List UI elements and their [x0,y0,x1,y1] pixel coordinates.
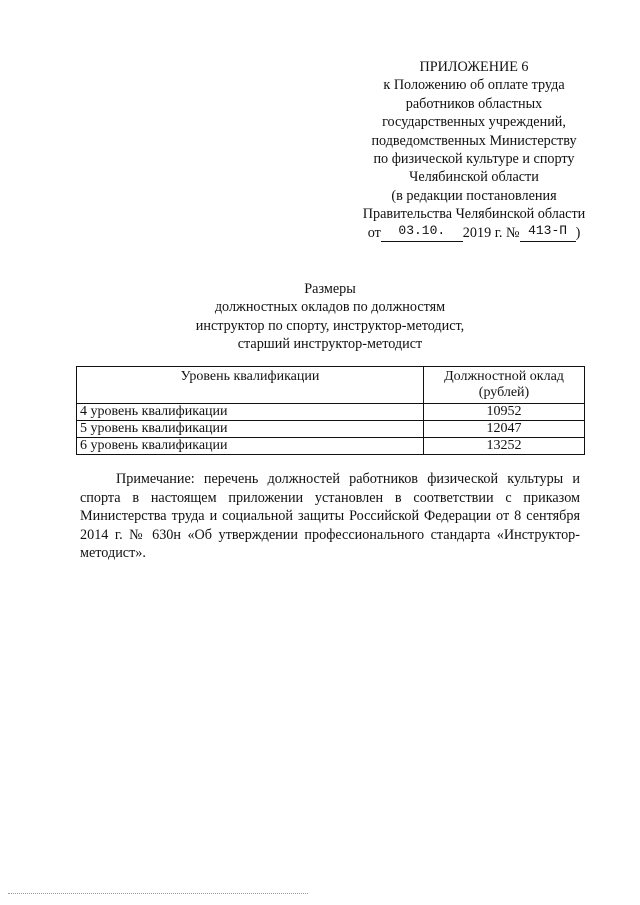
table-header-row [77,367,585,404]
level-cell: 4 уровень квалификации [77,404,424,421]
appendix-line: подведомственных Министерству [371,132,577,149]
closing-paren: ) [575,224,581,241]
scan-artifact-line [8,893,308,894]
number-blank [520,222,576,242]
column-header-salary: Должностной оклад (рублей) [424,367,585,404]
appendix-title: ПРИЛОЖЕНИЕ 6 [419,59,529,75]
appendix-header [330,58,618,242]
date-prefix: от [367,224,381,241]
appendix-line: по физической культуре и спорту [373,151,575,168]
appendix-line: Челябинской области [409,169,539,186]
level-cell: 6 уровень квалификации [77,438,424,455]
column-header-level: Уровень квалификации [77,367,424,404]
salary-cell: 13252 [424,438,585,455]
year-text: 2019 г. № [462,224,520,241]
level-cell: 5 уровень квалификации [77,421,424,438]
appendix-line: (в редакции постановления [391,187,557,204]
table-row [77,404,585,421]
note-text: Примечание: перечень должностей работников физической культуры и спорта в настоящем приложении установлен в соответствии с приказом Министерства труда и социальной защиты Российской Федерации от 8 сентября 2014 г. № 630н «Об утверждении профессионального стандарта «Инструктор-методист». [80,471,580,562]
salary-cell: 10952 [424,404,585,421]
salary-cell: 12047 [424,421,585,438]
title-line: инструктор по спорту, инструктор-методист, [195,317,465,334]
salary-table [76,366,585,455]
title-line: должностных окладов по должностям [214,299,446,316]
number-value: 413-П [528,222,568,238]
appendix-line: государственных учреждений, [382,114,566,131]
appendix-line: работников областных [405,95,543,112]
document-title [120,280,540,353]
date-value: 03.10. [398,222,446,238]
appendix-line: к Положению об оплате труда [383,77,565,94]
note-paragraph [80,470,580,563]
resolution-date-line [330,224,618,242]
date-blank [381,222,463,242]
table-row [77,421,585,438]
appendix-line: Правительства Челябинской области [362,206,586,223]
title-line: Размеры [304,281,356,297]
table-row [77,438,585,455]
title-line: старший инструктор-методист [237,335,423,352]
